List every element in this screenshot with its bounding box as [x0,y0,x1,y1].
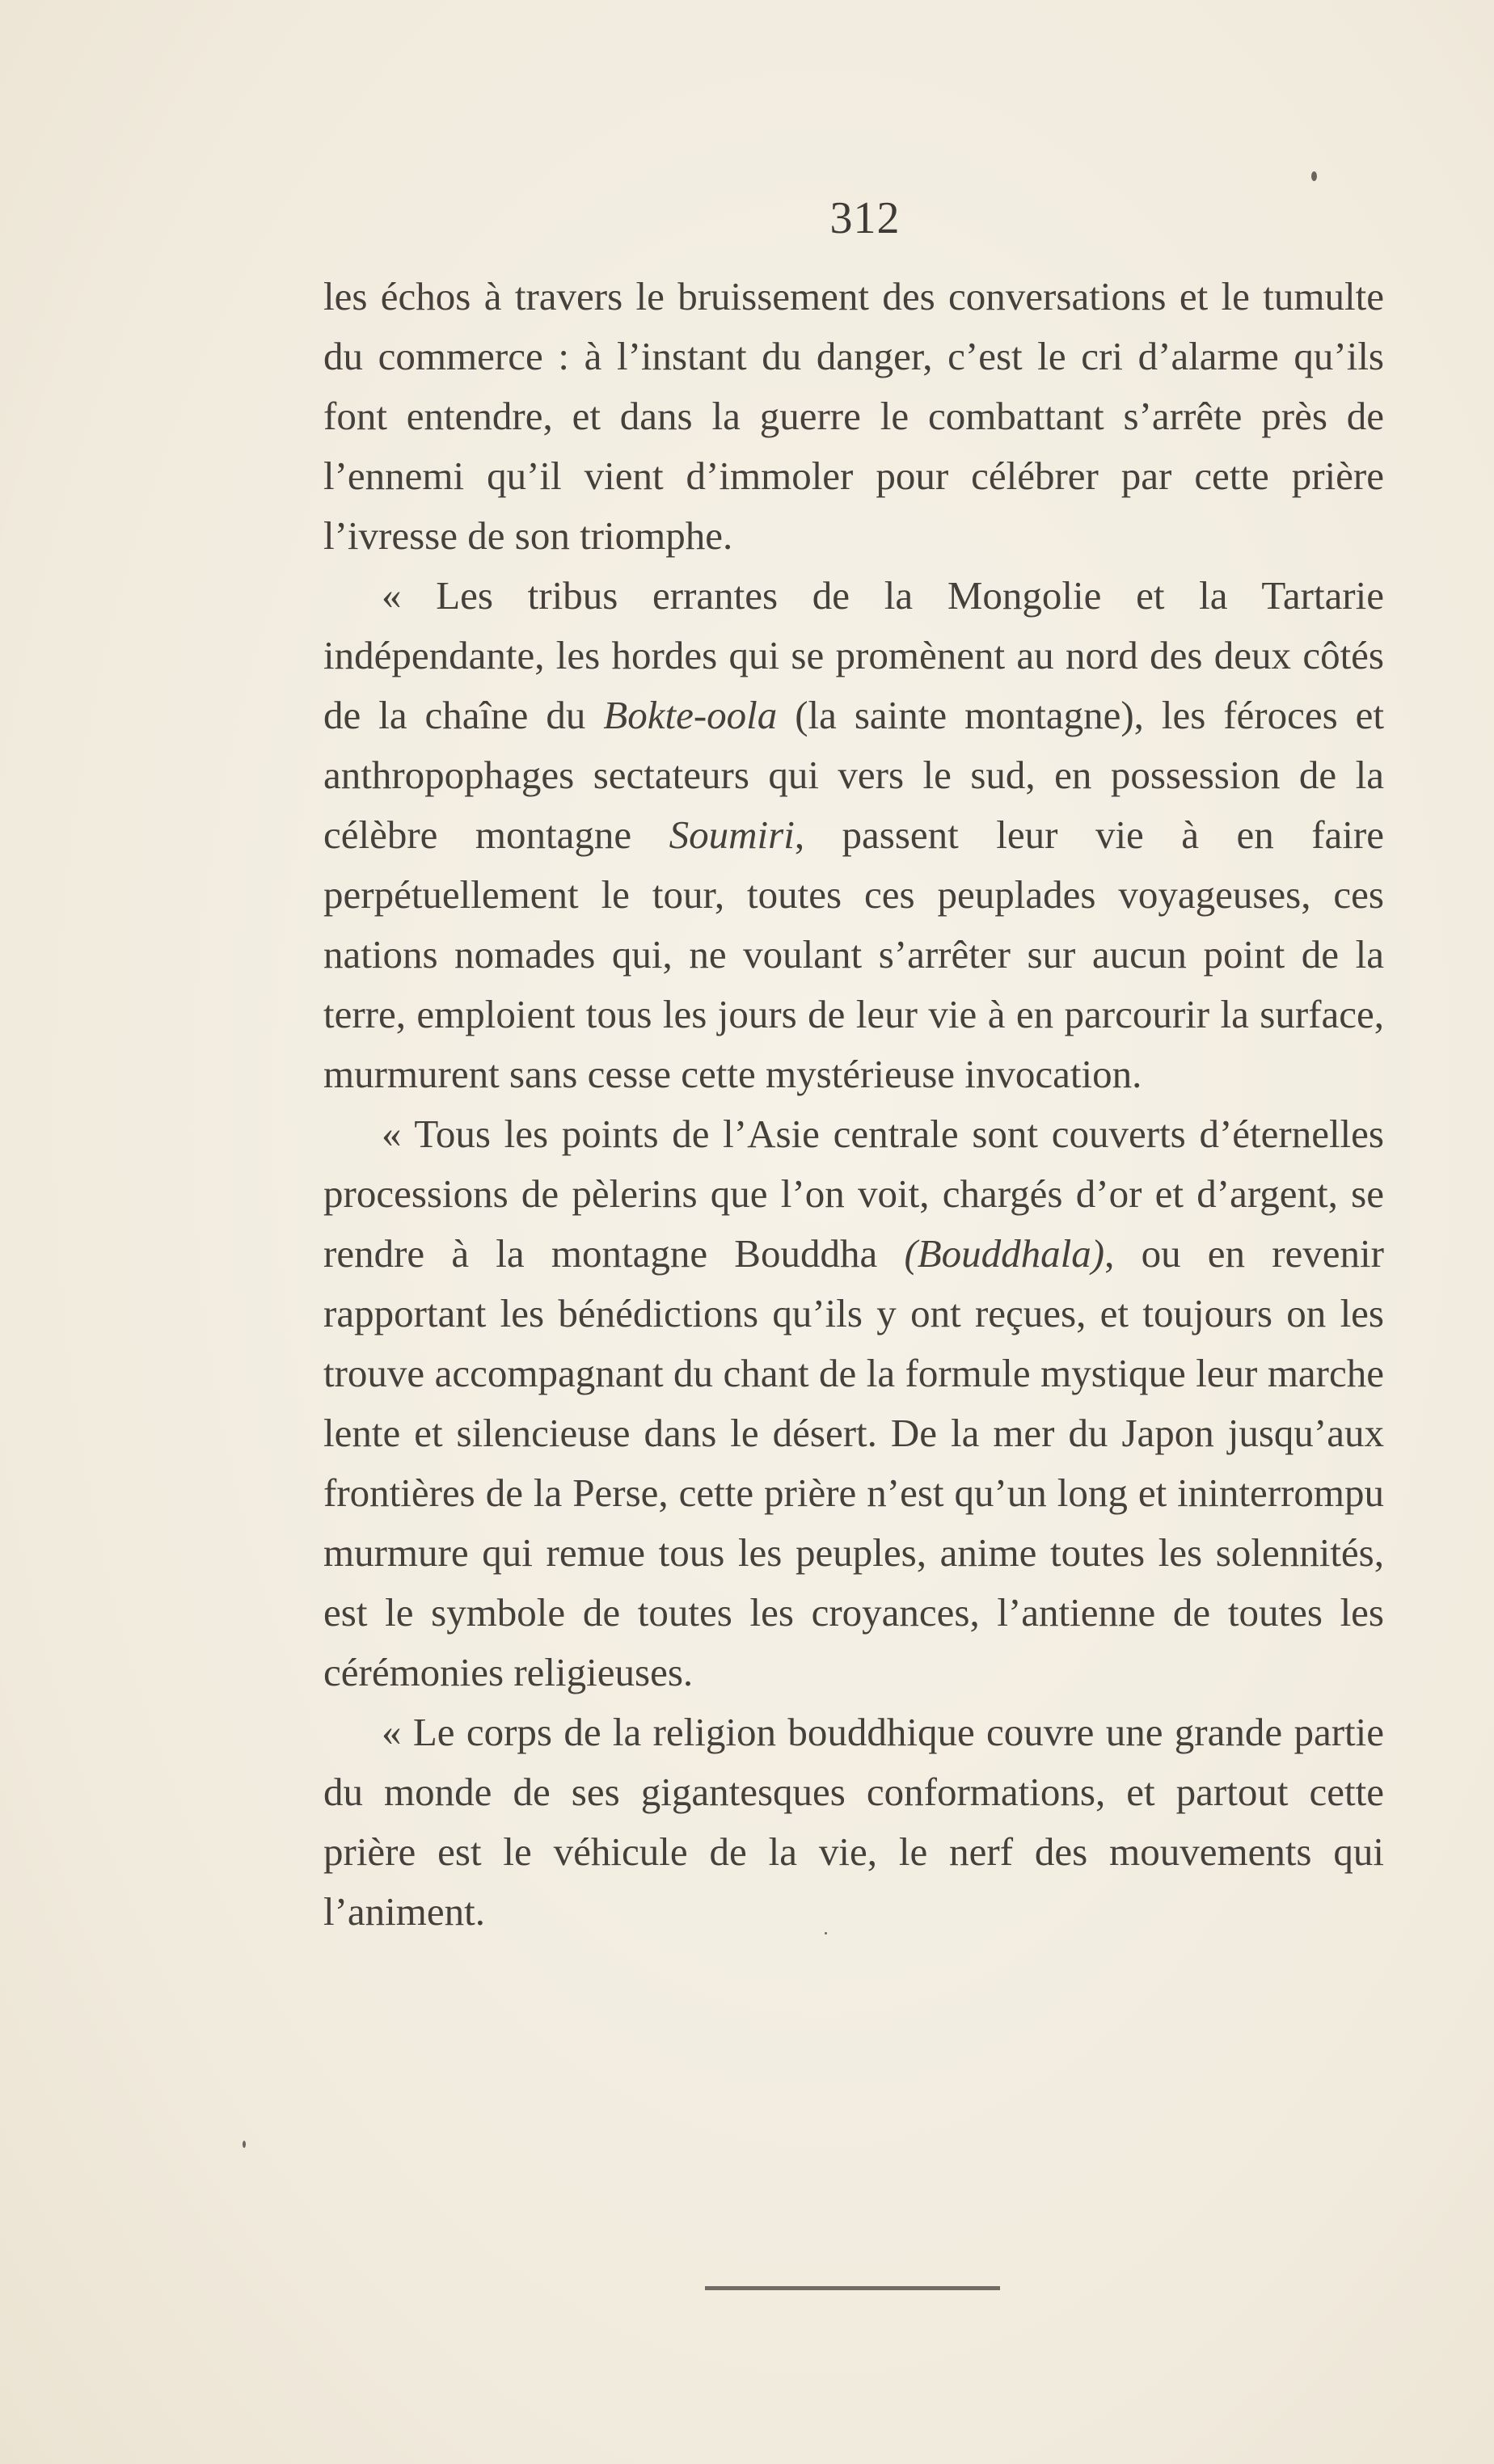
place-name-bouddhala: (Bouddhala) [904,1231,1105,1276]
paper-speck [243,2141,246,2148]
paragraph-2-text-c: , passent leur vie à en faire perpétuellement le tour, toutes ces peuplades voyageuses, ces nations nomades qui, ne voulant s’arrêter sur aucun point de la terre, emploient tous les jours de leur vie à en parcourir la surface, murmurent sans cesse cette mystérieuse invocation. [323,812,1384,1096]
paragraph-2 [323,566,1384,1104]
paragraph-3-text-b: , ou en revenir rapportant les bénédictions qu’ils y ont reçues, et toujours on les trouve accompagnant du chant de la formule mystique leur marche lente et silencieuse dans le désert. De la mer du Japon jusqu’aux frontières de la Perse, cette prière n’est qu’un long et ininterrompu murmure qui remue tous les peuples, anime toutes les solennités, est le symbole de toutes les croyances, l’antienne de toutes les cérémonies religieuses. [323,1231,1384,1694]
paragraph-2-text-a: « Les tribus errantes de la Mongolie et la Tartarie indépendante, les hordes qui se promènent au nord des deux côtés de la chaîne du [323,573,1384,737]
paper-speck [1311,171,1317,181]
paragraph-1 [323,267,1384,566]
place-name-soumiri: Soumiri [669,812,795,857]
paragraph-3-text-a: « Tous les points de l’Asie centrale sont couverts d’éternelles processions de pèlerins que l’on voit, chargés d’or et d’argent, se rendre à la montagne Bouddha [323,1112,1384,1276]
paragraph-2-text-b: (la sainte montagne), les féroces et anthropophages sectateurs qui vers le sud, en possession de la célèbre montagne [323,693,1384,857]
paragraph-1-text: les échos à travers le bruissement des conversations et le tumulte du commerce : à l’instant du danger, c’est le cri d’alarme qu’ils font entendre, et dans la guerre le combattant s’arrête près de l’ennemi qu’il vient d’immoler pour célébrer par cette prière l’ivresse de son triomphe. [323,274,1384,558]
paragraph-4-text: « Le corps de la religion bouddhique couvre une grande partie du monde de ses gigantesques conformations, et partout cette prière est le véhicule de la vie, le nerf des mouvements qui l’animent. [323,1710,1384,1934]
paper-speck [825,1932,827,1934]
paragraph-3 [323,1104,1384,1702]
paragraph-4 [323,1702,1384,1942]
page-number: 312 [829,193,901,243]
body-text [323,267,1384,1942]
place-name-bokte-oola: Bokte-oola [603,693,778,737]
closing-rule [705,2286,1000,2290]
